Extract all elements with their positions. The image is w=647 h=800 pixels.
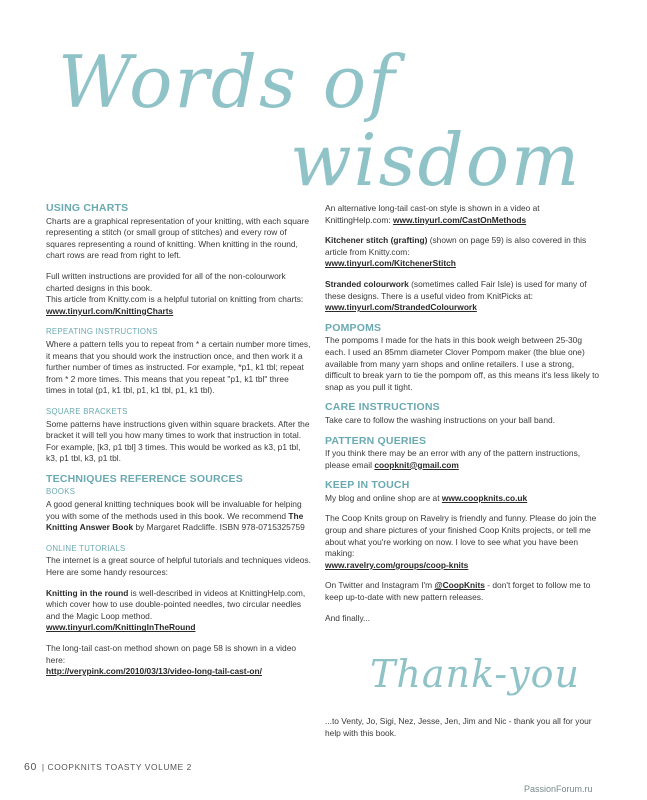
page-number: 60 <box>24 761 37 773</box>
section-square-brackets <box>46 406 311 465</box>
paragraph: - don't forget to follow me to keep up-to-date with new pattern releases. <box>325 580 591 603</box>
heading-pattern-queries: PATTERN QUERIES <box>325 434 427 447</box>
title-line-2: wisdom <box>290 118 582 202</box>
paragraph: Charts are a graphical representation of your knitting, with each square representing a stitch (or small group of stitches) and every row of squares representing a round of knitting. When knitting in the round, chart rows are read from right to left. <box>46 215 310 261</box>
link-knitting-charts[interactable]: www.tinyurl.com/KnittingCharts <box>46 305 174 316</box>
heading-online-tutorials: ONLINE TUTORIALS <box>46 543 126 553</box>
section-using-charts <box>46 203 311 317</box>
bold-term: Knitting in the round <box>46 587 129 598</box>
paragraph: On Twitter and Instagram I'm <box>325 580 433 591</box>
paragraph: by Margaret Radcliffe. ISBN 978-0715325759 <box>135 522 305 533</box>
heading-using-charts: USING CHARTS <box>46 202 129 214</box>
book-title: The Knitting Answer Book <box>46 510 304 533</box>
link-long-tail-cast-on[interactable]: http://verypink.com/2010/03/13/video-long-tail-cast-on/ <box>46 666 262 677</box>
heading-techniques: TECHNIQUES REFERENCE SOURCES <box>46 472 243 485</box>
paragraph: The long-tail cast-on method shown on page 58 is shown in a video here: <box>46 643 297 665</box>
paragraph: ...to Venty, Jo, Sigi, Nez, Jesse, Jen, Jim and Nic - thank you all for your help with this book. <box>325 716 592 738</box>
paragraph: Full written instructions are provided for all of the non-colourwork charted designs in this book. <box>46 270 286 293</box>
link-stranded-colourwork[interactable]: www.tinyurl.com/StrandedColourwork <box>325 302 477 313</box>
email-link[interactable]: coopknit@gmail.com <box>374 459 459 470</box>
link-cast-on-methods[interactable]: www.tinyurl.com/CastOnMethods <box>392 214 527 225</box>
link-coopknits-site[interactable]: www.coopknits.co.uk <box>441 492 528 503</box>
link-knitting-in-the-round[interactable]: www.tinyurl.com/KnittingInTheRound <box>46 622 196 633</box>
paragraph: This article from Knitty.com is a helpful tutorial on knitting from charts: <box>46 294 304 305</box>
paragraph: Take care to follow the washing instructions on your ball band. <box>325 414 555 425</box>
heading-repeating-instructions: REPEATING INSTRUCTIONS <box>46 327 158 337</box>
paragraph: Some patterns have instructions given within square brackets. After the bracket it will tell you how many times to work that instruction in total. For example, [k3, p1 tbl] 3 times. This would be worked as k3, p1 tbl, k3, p1 tbl, k3, p1 tbl. <box>46 418 310 464</box>
page-title <box>40 40 620 205</box>
paragraph: The pompoms I made for the hats in this book weigh between 25-30g each. I used an 85mm diameter Clover Pompom maker (the blue one) available from many yarn shops and online retailers. I use a strong, difficult to break yarn to tie the pompom off, as this means it's less likely to snap as you pull it tight. <box>325 335 600 392</box>
bold-term: Stranded colourwork <box>325 278 409 289</box>
heading-books: BOOKS <box>46 487 76 497</box>
thank-you-script: Thank-you <box>370 652 580 696</box>
heading-pompoms: POMPOMS <box>325 321 382 334</box>
paragraph: is well-described in videos at KnittingHelp.com, which cover how to use double-pointed needles, two circular needles and the Magic Loop method. <box>46 587 306 621</box>
paragraph: If you think there may be an error with any of the pattern instructions, please email <box>325 448 581 470</box>
paragraph: Where a pattern tells you to repeat from * a certain number more times, it means that you should work the instruction once, and then work it a further number of times as instructed. For example, *p1, k1 tbl; repeat from * 2 more times. This means that you repeat "p1, k1 tbl" three times in total (p1, k1 tbl, p1, k1 tbl, p1, k1 tbl). <box>46 338 311 396</box>
heading-care-instructions: CARE INSTRUCTIONS <box>325 401 440 414</box>
paragraph: (shown on page 59) is also covered in this article from Knitty.com: <box>325 235 587 257</box>
paragraph: An alternative long-tail cast-on style is shown in a video at KnittingHelp.com: <box>325 203 540 225</box>
bold-term: Kitchener stitch (grafting) <box>325 235 428 246</box>
paragraph: A good general knitting techniques book will be invaluable for helping you with some of the methods used in this book. We recommend <box>46 499 302 521</box>
link-kitchener-stitch[interactable]: www.tinyurl.com/KitchenerStitch <box>325 258 456 269</box>
page-footer <box>24 761 192 773</box>
title-line-1: Words of <box>58 40 397 124</box>
paragraph: (sometimes called Fair Isle) is used for many of these designs. There is a useful video from KnitPicks at: <box>325 278 587 301</box>
left-column <box>46 203 311 687</box>
section-techniques <box>46 474 311 678</box>
paragraph: The Coop Knits group on Ravelry is friendly and funny. Please do join the group and share pictures of your finished Coop Knits projects, or tell me about what you're working on now. I love to see what you have been making: <box>325 513 597 559</box>
link-ravelry-group[interactable]: www.ravelry.com/groups/coop-knits <box>325 559 469 570</box>
heading-square-brackets: SQUARE BRACKETS <box>46 406 128 416</box>
heading-keep-in-touch: KEEP IN TOUCH <box>325 479 410 492</box>
paragraph: The internet is a great source of helpful tutorials and techniques videos. Here are some handy resources: <box>46 555 311 578</box>
closing-note <box>325 716 600 748</box>
right-column <box>325 203 600 633</box>
paragraph: My blog and online shop are at <box>325 492 440 503</box>
and-finally: And finally... <box>325 612 370 623</box>
watermark: PassionForum.ru <box>524 784 593 794</box>
footer-divider: | <box>41 762 45 772</box>
link-social-handle[interactable]: @CoopKnits <box>434 580 485 591</box>
section-repeating <box>46 326 311 397</box>
publication-name: COOPKNITS TOASTY VOLUME 2 <box>47 762 192 772</box>
